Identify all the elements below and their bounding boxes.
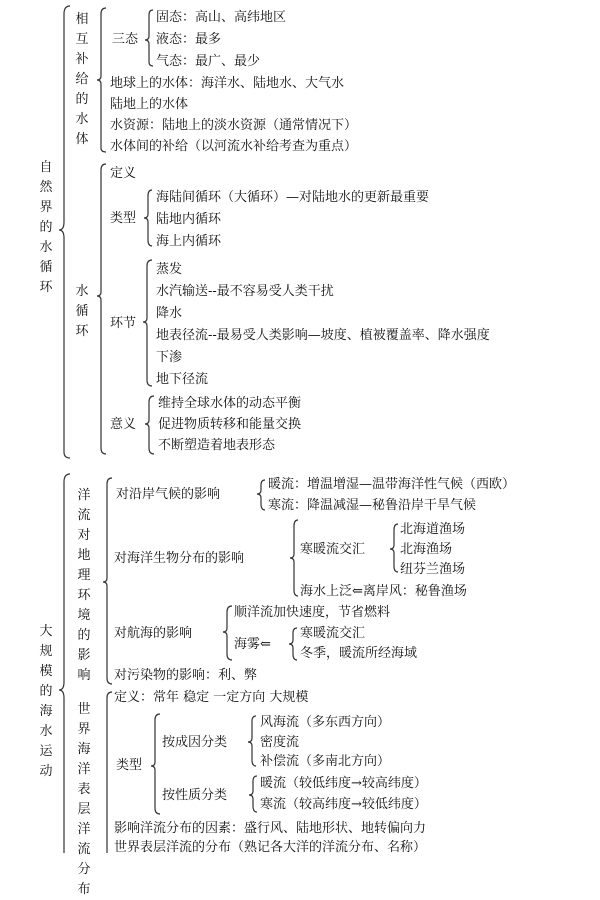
by-cause-item-2: 补偿流（多南北方向） [260,754,391,769]
cycle-significance-2: 不断塑造着地表形态 [158,438,276,453]
cycle-link-1: 水汽输送--最不容易受人类干扰 [156,284,334,299]
by-cause-label: 按成因分类 [162,735,228,750]
brace-three-states [145,10,153,66]
cycle-type-0: 海陆间循环（大循环）—对陆地水的更新最重要 [156,190,430,205]
confluence-item-0: 北海道渔场 [400,522,466,537]
brace-section1 [59,6,70,458]
by-nature-item-1: 寒流（较高纬度→较低纬度） [260,797,427,812]
cycle-link-2: 降水 [156,306,183,321]
fog-label: 海雾⇐ [234,637,271,652]
supply-line-1: 陆地上的水体 [110,97,189,112]
currents-distribution: 世界表层洋流的分布（熟记各大洋的洋流分布、名称） [114,840,427,855]
section2-title: 大规模的海水运动 [39,624,53,779]
section1-title: 自然界的水循环 [39,160,53,295]
brace-climate [257,480,265,510]
brace-impact [103,478,112,684]
brace-links [143,260,152,386]
supply-line-3: 水体间的补给（以河流水补给考查为重点） [110,139,358,154]
brace-supply [97,8,106,152]
currents-definition: 定义：常年 稳定 一定方向 大规模 [114,690,309,705]
navigation-label: 对航海的影响 [114,626,193,641]
biology-label: 对海洋生物分布的影响 [114,551,245,566]
fog-item-1: 冬季，暖流所经海域 [300,646,418,661]
cycle-definition: 定义 [110,166,137,181]
brace-types [144,190,152,246]
brace-currents [107,692,112,853]
by-nature-item-0: 暖流（较低纬度→较高纬度） [260,776,427,791]
cycle-types-label: 类型 [110,211,137,226]
cycle-link-0: 蒸发 [156,262,183,277]
cycle-links-label: 环节 [110,316,137,331]
impact-title: 洋流对地理环境的影响 [77,488,91,683]
fog-item-0: 寒暖流交汇 [300,626,366,641]
navigation-item-0: 顺洋流加快速度，节省燃料 [234,605,391,620]
confluence-item-2: 纽芬兰渔场 [400,562,466,577]
cycle-significance-label: 意义 [110,417,137,432]
climate-label: 对沿岸气候的影响 [116,487,221,502]
three-states-item-1: 液态：最多 [156,32,222,47]
brace-section2 [59,474,70,853]
brace-by-nature [249,776,257,812]
cycle-title: 水循环 [75,284,89,339]
cycle-significance-1: 促进物质转移和能量交换 [158,417,302,432]
cycle-link-3: 地表径流--最易受人类影响—坡度、植被覆盖率、降水强度 [156,328,490,343]
by-cause-item-1: 密度流 [260,735,300,750]
brace-significance [145,396,154,454]
currents-title: 世界海洋表层洋流分布 [77,702,91,897]
brace-currents-types [151,714,160,814]
three-states-item-0: 固态：高山、高纬地区 [156,10,287,25]
three-states-item-2: 气态：最广、最少 [156,54,261,69]
pollution: 对污染物的影响：利、弊 [114,668,258,683]
by-nature-label: 按性质分类 [162,788,228,803]
cycle-significance-0: 维持全球水体的动态平衡 [158,396,302,411]
brace-navigation [223,606,232,660]
brace-confluence [390,524,398,572]
upwelling: 海水上泛⇐离岸风：秘鲁渔场 [300,584,467,599]
currents-factors: 影响洋流分布的因素：盛行风、陆地形状、地转偏向力 [114,821,427,836]
confluence-label: 寒暖流交汇 [300,542,366,557]
brace-biology [290,520,298,596]
cycle-type-2: 海上内循环 [156,234,222,249]
supply-line-0: 地球上的水体：海洋水、陆地水、大气水 [110,76,345,91]
confluence-item-1: 北海渔场 [400,542,453,557]
supply-title: 相互补给的水体 [75,12,89,147]
cycle-type-1: 陆地内循环 [156,212,222,227]
three-states-label: 三态 [112,32,139,47]
brace-fog [289,628,297,660]
by-cause-item-0: 风海流（多东西方向） [260,715,391,730]
brace-by-cause [248,716,256,766]
climate-item-1: 寒流：降温减湿—秘鲁沿岸干旱气候 [268,498,477,513]
supply-line-2: 水资源：陆地上的淡水资源（通常情况下） [110,118,358,133]
cycle-link-4: 下渗 [156,350,183,365]
brace-cycle [97,164,106,454]
climate-item-0: 暖流：增温增湿—温带海洋性气候（西欧） [268,477,516,492]
cycle-link-5: 地下径流 [156,372,209,387]
currents-types-label: 类型 [116,758,143,773]
